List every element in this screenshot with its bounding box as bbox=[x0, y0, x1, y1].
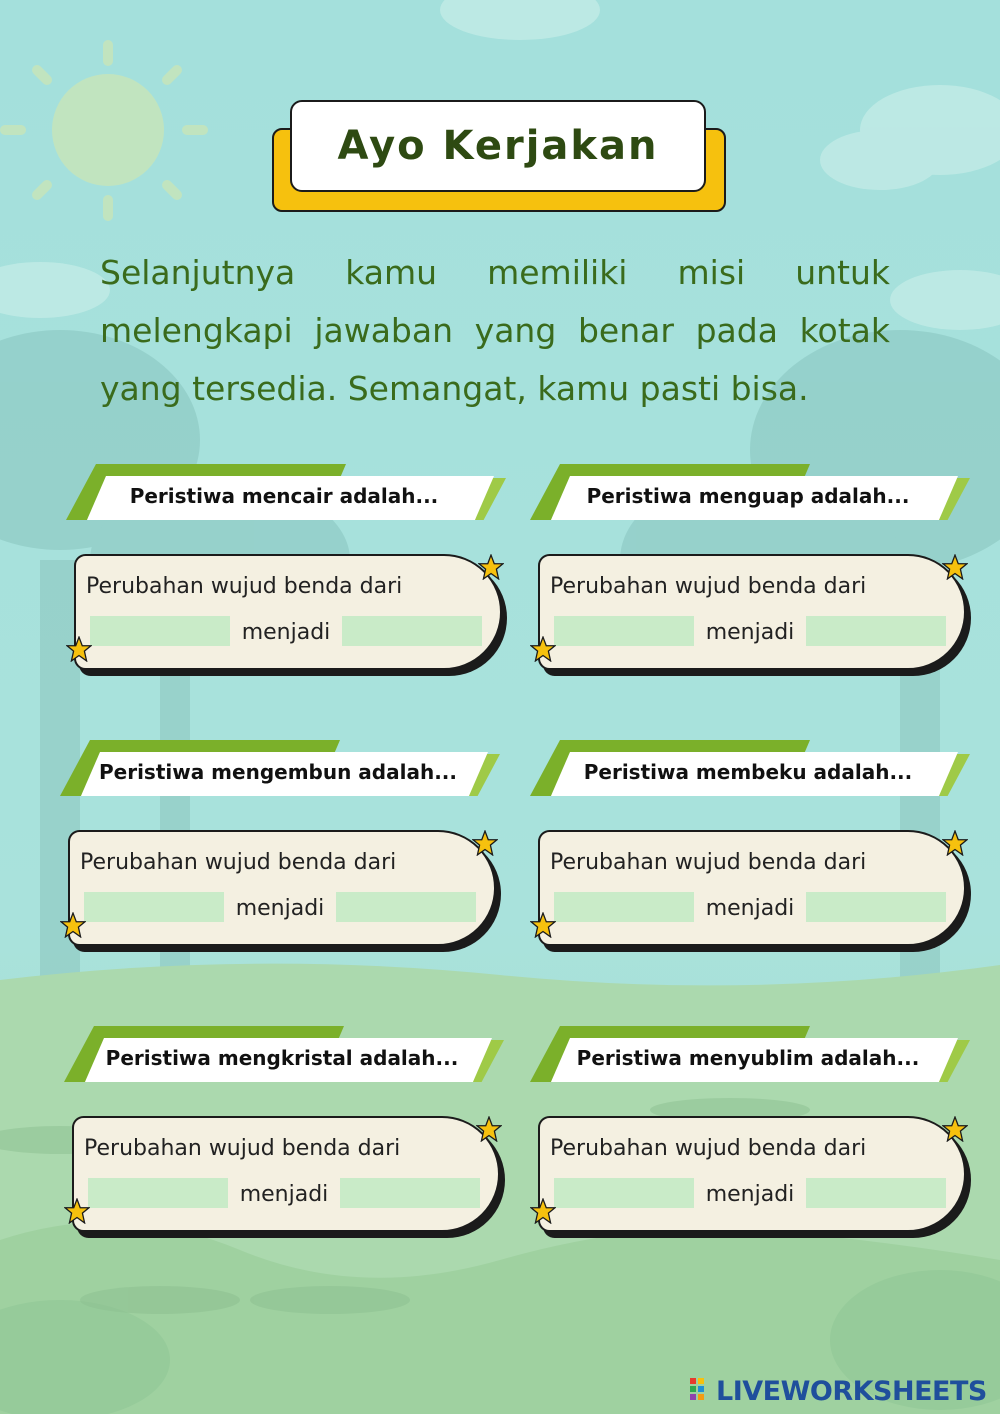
answer-prompt: Perubahan wujud benda dari bbox=[80, 850, 397, 875]
star-icon bbox=[476, 1116, 502, 1142]
star-icon bbox=[942, 830, 968, 856]
liveworksheets-logo[interactable] bbox=[690, 1374, 987, 1408]
answer-blank-from[interactable] bbox=[554, 616, 694, 646]
answer-connector: menjadi bbox=[705, 1182, 795, 1207]
star-icon bbox=[942, 1116, 968, 1142]
question-block bbox=[66, 450, 506, 690]
liveworksheets-logo-icon bbox=[690, 1378, 712, 1404]
question-heading: Peristiwa membeku adalah... bbox=[583, 760, 913, 784]
answer-card bbox=[72, 1116, 500, 1232]
question-heading: Peristiwa menguap adalah... bbox=[586, 484, 910, 508]
answer-prompt: Perubahan wujud benda dari bbox=[550, 1136, 867, 1161]
question-heading: Peristiwa mencair adalah... bbox=[129, 484, 439, 508]
answer-card bbox=[538, 830, 966, 946]
star-icon bbox=[530, 636, 556, 662]
star-icon bbox=[66, 636, 92, 662]
star-icon bbox=[64, 1198, 90, 1224]
answer-card bbox=[68, 830, 496, 946]
answer-blank-to[interactable] bbox=[336, 892, 476, 922]
answer-prompt: Perubahan wujud benda dari bbox=[84, 1136, 401, 1161]
answer-blank-to[interactable] bbox=[806, 1178, 946, 1208]
answer-blank-from[interactable] bbox=[84, 892, 224, 922]
answer-prompt: Perubahan wujud benda dari bbox=[550, 850, 867, 875]
answer-connector: menjadi bbox=[235, 896, 325, 921]
answer-connector: menjadi bbox=[241, 620, 331, 645]
brand-name: LIVEWORKSHEETS bbox=[716, 1375, 987, 1407]
answer-connector: menjadi bbox=[239, 1182, 329, 1207]
question-heading: Peristiwa menyublim adalah... bbox=[576, 1046, 920, 1070]
answer-blank-from[interactable] bbox=[88, 1178, 228, 1208]
star-icon bbox=[530, 912, 556, 938]
answer-blank-to[interactable] bbox=[340, 1178, 480, 1208]
answer-connector: menjadi bbox=[705, 620, 795, 645]
answer-blank-from[interactable] bbox=[554, 1178, 694, 1208]
question-block bbox=[530, 450, 970, 690]
answer-prompt: Perubahan wujud benda dari bbox=[550, 574, 867, 599]
answer-card bbox=[74, 554, 502, 670]
answer-blank-from[interactable] bbox=[90, 616, 230, 646]
star-icon bbox=[942, 554, 968, 580]
answer-connector: menjadi bbox=[705, 896, 795, 921]
question-block bbox=[530, 1012, 970, 1252]
answer-blank-from[interactable] bbox=[554, 892, 694, 922]
page-title: Ayo Kerjakan bbox=[337, 123, 659, 169]
question-block bbox=[64, 1012, 504, 1252]
answer-card bbox=[538, 554, 966, 670]
question-heading: Peristiwa mengembun adalah... bbox=[98, 760, 457, 784]
answer-blank-to[interactable] bbox=[806, 616, 946, 646]
star-icon bbox=[530, 1198, 556, 1224]
answer-card bbox=[538, 1116, 966, 1232]
answer-blank-to[interactable] bbox=[342, 616, 482, 646]
title-banner-card bbox=[290, 100, 706, 192]
question-heading: Peristiwa mengkristal adalah... bbox=[105, 1046, 459, 1070]
question-block bbox=[530, 726, 970, 966]
answer-prompt: Perubahan wujud benda dari bbox=[86, 574, 403, 599]
star-icon bbox=[60, 912, 86, 938]
answer-blank-to[interactable] bbox=[806, 892, 946, 922]
star-icon bbox=[472, 830, 498, 856]
title-banner bbox=[272, 100, 724, 210]
question-block bbox=[60, 726, 500, 966]
star-icon bbox=[478, 554, 504, 580]
instructions-text: Selanjutnya kamu memiliki misi untuk melengkapi jawaban yang benar pada kotak yang tersedia. Semangat, kamu pasti bisa. bbox=[100, 253, 890, 408]
